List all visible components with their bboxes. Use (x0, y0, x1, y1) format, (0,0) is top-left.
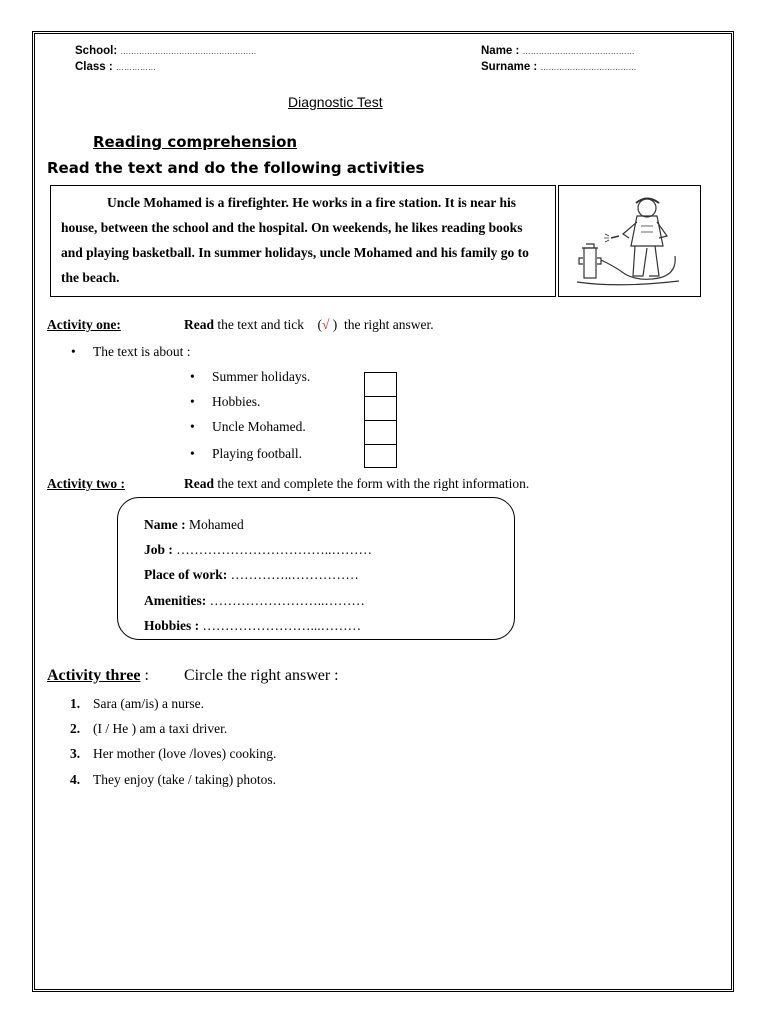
option-summer-holidays: • Summer holidays. (212, 369, 310, 385)
form-row-name[interactable] (144, 517, 244, 533)
name-label: Name : (481, 45, 520, 57)
item-number: 4. (70, 772, 81, 787)
item-text[interactable]: (I / He ) am a taxi driver. (93, 721, 228, 736)
class-field (75, 61, 156, 73)
form-label: Place of work: (144, 567, 228, 582)
activity-two-instr: the text and complete the form with the right information. (214, 476, 530, 491)
activity-two-verb: Read (184, 476, 214, 491)
section-title: Reading comprehension (93, 133, 298, 151)
form-label: Amenities: (144, 593, 207, 608)
activity-one-verb: Read (184, 317, 214, 332)
main-instruction: Read the text and do the following activities (47, 159, 425, 177)
class-label: Class : (75, 61, 113, 73)
surname-field (481, 61, 636, 73)
passage-box (50, 185, 556, 297)
form-label: Hobbies : (144, 618, 200, 633)
form-value: …………..…………… (227, 567, 359, 582)
form-row-job[interactable] (144, 542, 372, 558)
form-row-amenities[interactable] (144, 593, 365, 609)
form-row-place-of-work[interactable] (144, 567, 359, 583)
item-text[interactable]: Her mother (love /loves) cooking. (93, 746, 277, 761)
name-field (481, 45, 635, 57)
form-value: Mohamed (185, 517, 244, 532)
form-value: ……………………...……… (199, 618, 362, 633)
surname-label: Surname : (481, 61, 538, 73)
activity-one-instruction (184, 317, 434, 333)
activity-three-instruction: Circle the right answer : (184, 667, 339, 684)
tick-box-3[interactable] (364, 420, 397, 445)
list-item (70, 721, 227, 737)
activity-three-line (47, 667, 149, 685)
list-item (70, 696, 204, 712)
option-hobbies: • Hobbies. (212, 394, 260, 410)
item-number: 2. (70, 721, 81, 736)
form-row-hobbies[interactable] (144, 618, 361, 634)
activity-one-line (47, 317, 121, 333)
activity-two-instruction (184, 476, 529, 492)
activity-three-colon: : (140, 667, 149, 684)
tick-box-1[interactable] (364, 372, 397, 397)
firefighter-illustration (559, 186, 700, 296)
form-label: Name : (144, 517, 186, 532)
school-input[interactable]: …………………………………………… (120, 47, 257, 56)
item-number: 1. (70, 696, 81, 711)
form-label: Job : (144, 542, 173, 557)
activity-one-label: Activity one: (47, 317, 121, 332)
class-input[interactable]: …………… (115, 63, 156, 72)
tick-box-4[interactable] (364, 444, 397, 468)
list-item (70, 772, 276, 788)
item-text[interactable]: Sara (am/is) a nurse. (93, 696, 204, 711)
activity-two-line (47, 476, 125, 492)
form-value: ……………………..……… (206, 593, 365, 608)
tick-mark: √ (321, 317, 330, 332)
name-input[interactable]: …………………………………… (522, 47, 635, 56)
item-text[interactable]: They enjoy (take / taking) photos. (93, 772, 276, 787)
activity-one-instr-b: ) the right answer. (329, 317, 434, 332)
firefighter-image (558, 185, 701, 297)
form-value: ……………………………..……… (172, 542, 373, 557)
page-title: Diagnostic Test (288, 94, 383, 110)
item-number: 3. (70, 746, 81, 761)
option-uncle-mohamed: • Uncle Mohamed. (212, 419, 306, 435)
option-playing-football: • Playing football. (212, 446, 302, 462)
school-label: School: (75, 45, 118, 57)
passage-text: Uncle Mohamed is a firefighter. He works in a fire station. It is near his house, between the school and the hospital. On weekends, he likes reading books and playing basketball. In summer holidays, uncle Mohamed and his family go to the beach. (61, 195, 529, 285)
activity-three-label: Activity three (47, 667, 141, 684)
activity-one-question: • The text is about : (93, 344, 190, 360)
info-form (117, 497, 515, 640)
list-item (70, 746, 276, 762)
surname-input[interactable]: ……………………………… (540, 63, 637, 72)
school-field (75, 45, 256, 57)
tick-box-2[interactable] (364, 396, 397, 421)
activity-two-label: Activity two : (47, 476, 125, 491)
activity-one-instr-a: the text and tick ( (214, 317, 322, 332)
